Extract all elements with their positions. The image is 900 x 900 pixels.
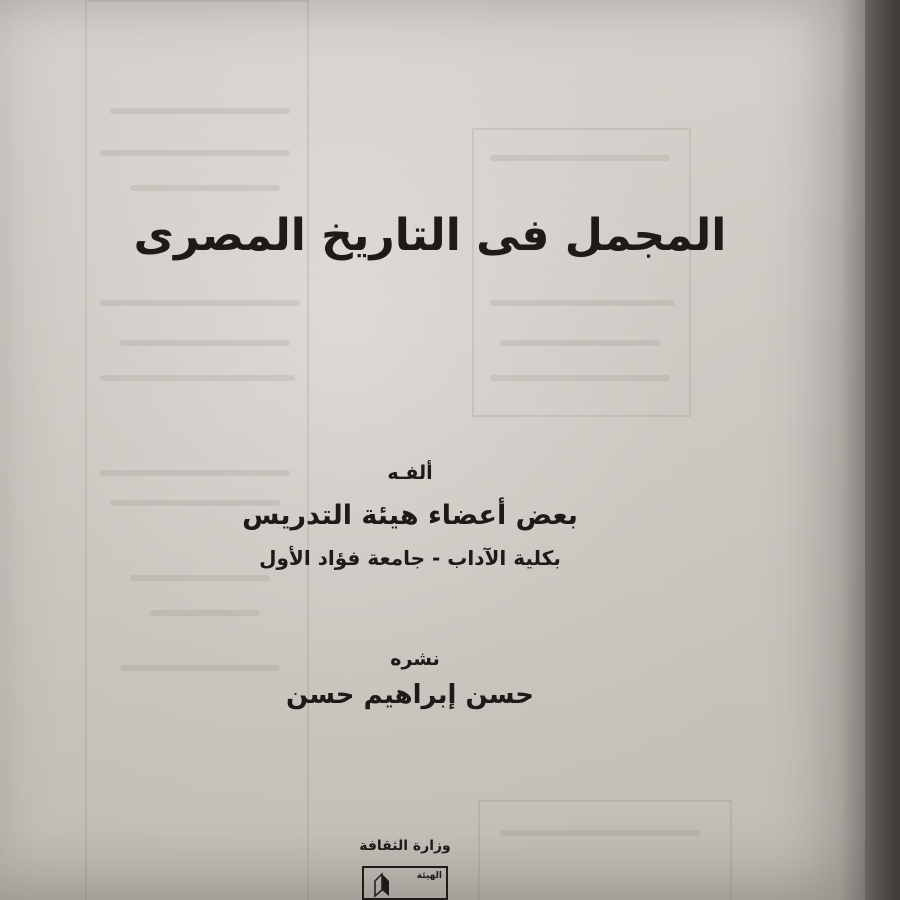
author-affiliation: بكلية الآداب - جامعة فؤاد الأول bbox=[259, 546, 561, 570]
page-edge-shadow bbox=[840, 0, 900, 900]
logo-box bbox=[362, 866, 448, 900]
bleed-through-line bbox=[120, 665, 280, 671]
ministry-of-culture-logo bbox=[350, 838, 460, 900]
bleed-through-line bbox=[490, 155, 670, 161]
bleed-through-line bbox=[150, 610, 260, 616]
bleed-through-box-right bbox=[472, 128, 691, 417]
bleed-through-line bbox=[130, 185, 280, 191]
bleed-through-line bbox=[100, 375, 295, 381]
bleed-through-line bbox=[490, 375, 670, 381]
bleed-through-line bbox=[100, 300, 300, 306]
book-mark-icon bbox=[372, 872, 392, 898]
bleed-through-line bbox=[120, 340, 290, 346]
bleed-through-line bbox=[500, 830, 700, 836]
bleed-through-line bbox=[130, 575, 270, 581]
logo-box-text: الهيئة bbox=[416, 871, 442, 881]
bleed-through-line bbox=[110, 108, 290, 114]
book-title: المجمل فى التاريخ المصرى bbox=[133, 210, 727, 261]
bleed-through-line bbox=[100, 150, 290, 156]
author-name: بعض أعضاء هيئة التدريس bbox=[242, 500, 578, 531]
logo-caption: وزارة الثقافة bbox=[359, 838, 451, 854]
authored-by-label: ألفـه bbox=[387, 462, 433, 484]
bleed-through-box-bottom bbox=[478, 800, 732, 900]
bleed-through-line bbox=[500, 340, 660, 346]
publisher-name: حسن إبراهيم حسن bbox=[285, 680, 535, 710]
published-by-label: نشره bbox=[390, 648, 440, 670]
bleed-through-line bbox=[490, 300, 675, 306]
bleed-through-title bbox=[40, 740, 520, 780]
bleed-through-line bbox=[100, 470, 290, 476]
